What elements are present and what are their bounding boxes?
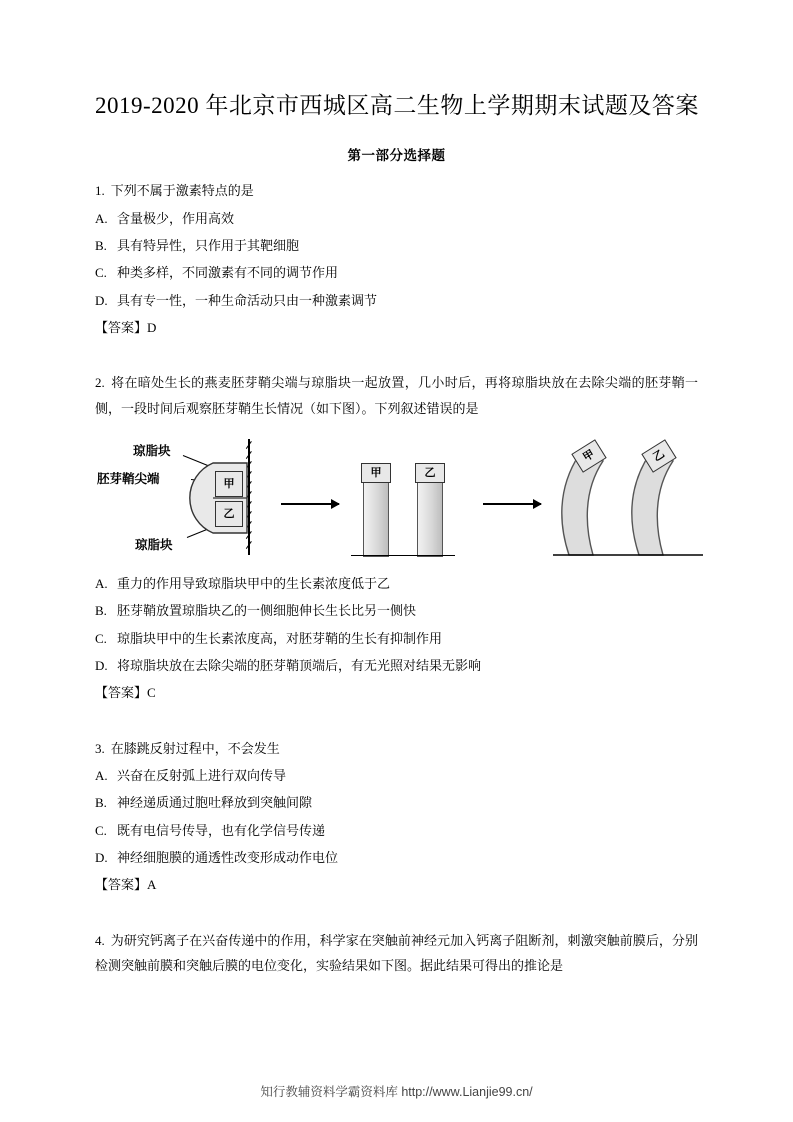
answer-line: 【答案】A	[95, 877, 157, 893]
coleoptile-experiment-figure	[95, 433, 698, 565]
question-4	[95, 928, 698, 979]
question-number: 3.	[95, 740, 105, 756]
option-text: 具有特异性，只作用于其靶细胞	[117, 237, 300, 253]
spacer	[95, 898, 698, 914]
question-stem	[95, 370, 698, 421]
option-text: 兴奋在反射弧上进行双向传导	[117, 768, 287, 783]
figure-label-agar-bottom: 琼脂块	[135, 537, 173, 552]
question-text: 为研究钙离子在兴奋传递中的作用，科学家在突触前神经元加入钙离子阻断剂，刺激突触前膜后，分别检测突触前膜和突触后膜的电位变化，实验结果如下图。据此结果可得出的推论是	[95, 932, 698, 974]
bent-block-jia: 甲	[571, 439, 606, 472]
option-label: B.	[95, 237, 107, 253]
option-text: 神经细胞膜的通透性改变形成动作电位	[117, 850, 339, 866]
option-label: D.	[95, 657, 108, 673]
option-label: A.	[95, 768, 108, 783]
option-a	[95, 763, 698, 788]
option-label: B.	[95, 795, 107, 811]
option-a	[95, 571, 698, 596]
option-b	[95, 233, 698, 258]
option-text: 具有专一性，一种生命活动只由一种激素调节	[117, 292, 378, 308]
option-label: D.	[95, 292, 108, 308]
option-a	[95, 206, 698, 231]
question-number: 2.	[95, 375, 105, 391]
question-2	[95, 370, 698, 705]
question-stem	[95, 736, 698, 761]
coleoptile-tip-drawing	[95, 433, 255, 565]
question-stem	[95, 928, 698, 979]
option-text: 神经递质通过胞吐释放到突触间隙	[117, 795, 313, 811]
spacer	[95, 340, 698, 356]
question-text: 在膝跳反射过程中，不会发生	[110, 740, 280, 756]
option-text: 将琼脂块放在去除尖端的胚芽鞘顶端后，有无光照对结果无影响	[117, 657, 482, 673]
option-text: 既有电信号传导，也有化学信号传递	[117, 822, 326, 838]
option-label: C.	[95, 822, 107, 838]
bent-block-yi: 乙	[641, 439, 676, 472]
coleoptile-straight-yi	[417, 475, 443, 557]
agar-block-on-jia: 甲	[361, 463, 391, 483]
question-3	[95, 736, 698, 898]
question-text: 将在暗处生长的燕麦胚芽鞘尖端与琼脂块一起放置，几小时后，再将琼脂块放在去除尖端的胚芽鞘一侧，一段时间后观察胚芽鞘生长情况（如下图）。下列叙述错误的是	[95, 375, 698, 416]
option-label: D.	[95, 850, 108, 866]
option-c	[95, 260, 698, 285]
question-number: 4.	[95, 932, 105, 948]
page-title: 2019-2020 年北京市西城区高二生物上学期期末试题及答案	[95, 93, 699, 118]
footer-watermark: 知行教辅资料学霸资料库 http://www.Lianjie99.cn/	[260, 1085, 533, 1099]
question-text: 下列不属于激素特点的是	[110, 183, 254, 199]
option-label: C.	[95, 630, 107, 646]
process-arrow-1	[281, 503, 339, 505]
option-d	[95, 653, 698, 678]
coleoptile-straight-jia	[363, 475, 389, 557]
option-text: 含量极少，作用高效	[117, 210, 235, 226]
figure-label-agar-top: 琼脂块	[133, 443, 171, 458]
option-text: 种类多样，不同激素有不同的调节作用	[117, 265, 339, 281]
agar-block-jia: 甲	[215, 471, 243, 497]
ground-line-1	[351, 555, 455, 557]
section-heading: 第一部分选择题	[347, 148, 446, 164]
spacer	[95, 706, 698, 722]
option-c	[95, 626, 698, 651]
process-arrow-2	[483, 503, 541, 505]
answer-line: 【答案】C	[95, 685, 156, 701]
option-label: C.	[95, 265, 107, 281]
question-1	[95, 178, 698, 340]
option-d	[95, 288, 698, 313]
figure-label-coleoptile-tip: 胚芽鞘尖端	[97, 471, 160, 486]
option-b	[95, 790, 698, 815]
agar-block-yi: 乙	[215, 501, 243, 527]
option-label: A.	[95, 210, 108, 226]
option-label: B.	[95, 603, 107, 619]
option-text: 胚芽鞘放置琼脂块乙的一侧细胞伸长生长比另一侧快	[117, 603, 417, 619]
option-text: 重力的作用导致琼脂块甲中的生长素浓度低于乙	[117, 575, 391, 591]
question-number: 1.	[95, 183, 105, 199]
agar-block-on-yi: 乙	[415, 463, 445, 483]
question-stem	[95, 178, 698, 203]
option-d	[95, 845, 698, 870]
option-c	[95, 818, 698, 843]
option-b	[95, 598, 698, 623]
option-text: 琼脂块甲中的生长素浓度高，对胚芽鞘的生长有抑制作用	[117, 630, 443, 646]
answer-line: 【答案】D	[95, 319, 157, 335]
option-label: A.	[95, 575, 108, 591]
